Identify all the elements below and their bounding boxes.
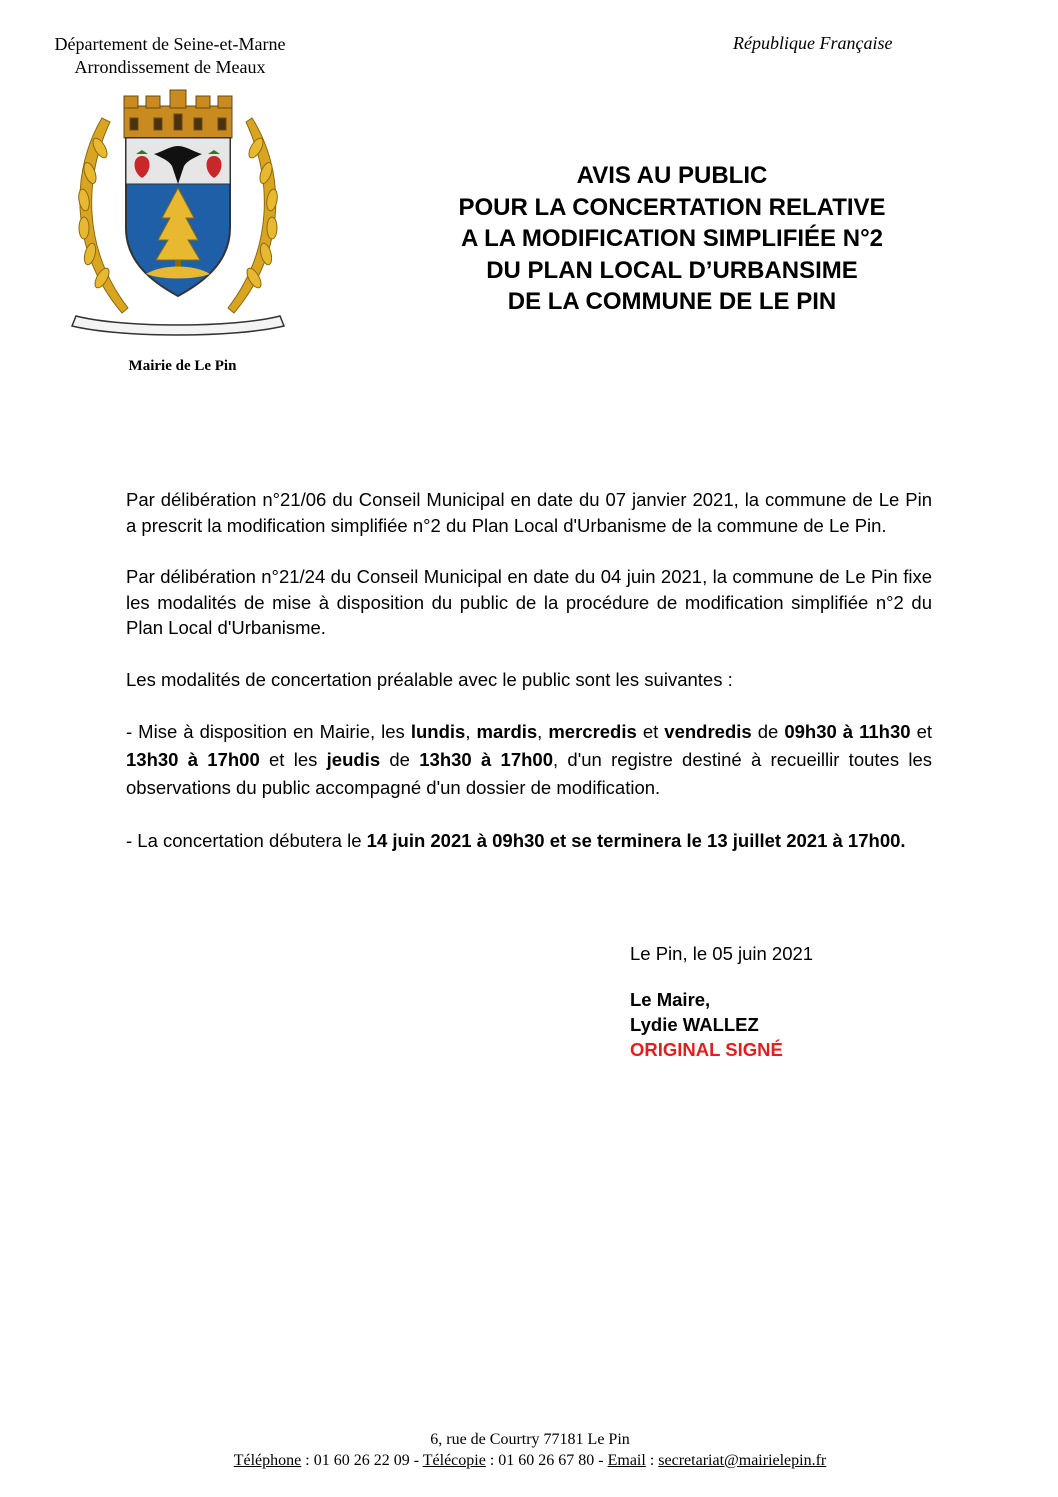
text-run: , <box>537 721 549 742</box>
phone-label: Téléphone <box>233 1452 302 1469</box>
text-run: et <box>636 721 665 742</box>
fax-label: Télécopie <box>422 1452 486 1469</box>
text-run: , <box>465 721 477 742</box>
title-line: DU PLAN LOCAL D’URBANSIME <box>486 256 858 284</box>
bold-run: 14 juin 2021 à 09h30 et se terminera le 13 juillet 2021 à 17h00. <box>366 830 906 851</box>
title-line: A LA MODIFICATION SIMPLIFIÉE N°2 <box>460 225 884 252</box>
fax-number: : 01 60 26 67 80 - <box>485 1452 608 1469</box>
title-line: AVIS AU PUBLIC <box>576 162 768 189</box>
footer <box>150 1429 910 1471</box>
text-run: - La concertation débutera le <box>126 830 367 851</box>
department-header <box>30 33 310 79</box>
bold-run: vendredis <box>664 721 752 742</box>
signature-date: Le Pin, le 05 juin 2021 <box>630 943 814 964</box>
email-link[interactable]: secretariat@mairielepin.fr <box>658 1452 827 1469</box>
arrondissement-name: Arrondissement de Meaux <box>74 57 266 77</box>
phone-number: : 01 60 26 22 09 - <box>301 1452 423 1469</box>
bold-run: mardis <box>476 721 538 742</box>
bold-run: jeudis <box>326 749 381 770</box>
bold-run: mercredis <box>548 721 637 742</box>
footer-contact <box>150 1450 910 1471</box>
department-name: Département de Seine-et-Marne <box>54 34 286 54</box>
text-run: , d'un registre destiné à recueillir toutes les observations du public accompagné d'un dossier de modification. <box>126 749 933 798</box>
bold-run: 09h30 à 11h30 <box>784 721 911 742</box>
text-run: de <box>751 721 785 742</box>
mairie-label: Mairie de Le Pin <box>128 358 237 374</box>
bold-run: 13h30 à 17h00 <box>126 749 260 770</box>
paragraph-modalities-intro: Les modalités de concertation préalable avec le public sont les suivantes : <box>126 668 733 690</box>
text-run: et <box>910 721 933 742</box>
text-run: - Mise à disposition en Mairie, les <box>126 721 411 742</box>
title-line: POUR LA CONCERTATION RELATIVE <box>458 193 886 221</box>
footer-address: 6, rue de Courtry 77181 Le Pin <box>430 1431 630 1448</box>
text-run: et les <box>259 749 327 770</box>
republic-label: République Française <box>733 33 893 53</box>
paragraph-availability <box>126 718 932 802</box>
signature-role: Le Maire, <box>630 989 711 1010</box>
signature-name: Lydie WALLEZ <box>630 1014 759 1035</box>
email-separator: : <box>645 1452 659 1469</box>
title-line: DE LA COMMUNE DE LE PIN <box>507 288 837 315</box>
bold-run: 13h30 à 17h00 <box>419 749 553 770</box>
paragraph-deliberation-2: Par délibération n°21/24 du Conseil Municipal en date du 04 juin 2021, la commune de Le Pin fixe les modalités de mise à disposition du public de la procédure de modification simplifiée n°2 du Plan Local d'Urbanisme. <box>126 566 932 638</box>
email-label: Email <box>607 1452 646 1469</box>
bold-run: lundis <box>410 721 466 742</box>
signature-block <box>630 941 813 1062</box>
paragraph-dates <box>126 828 932 854</box>
paragraph-deliberation-1: Par délibération n°21/06 du Conseil Municipal en date du 07 janvier 2021, la commune de Le Pin a prescrit la modification simplifiée n°2 du Plan Local d'Urbanisme de la commune de Le Pin. <box>126 489 932 536</box>
notice-title <box>388 160 956 318</box>
coat-of-arms-logo <box>62 88 294 338</box>
signature-stamp: ORIGINAL SIGNÉ <box>630 1039 783 1060</box>
text-run: de <box>380 749 420 770</box>
notice-body <box>126 487 932 854</box>
